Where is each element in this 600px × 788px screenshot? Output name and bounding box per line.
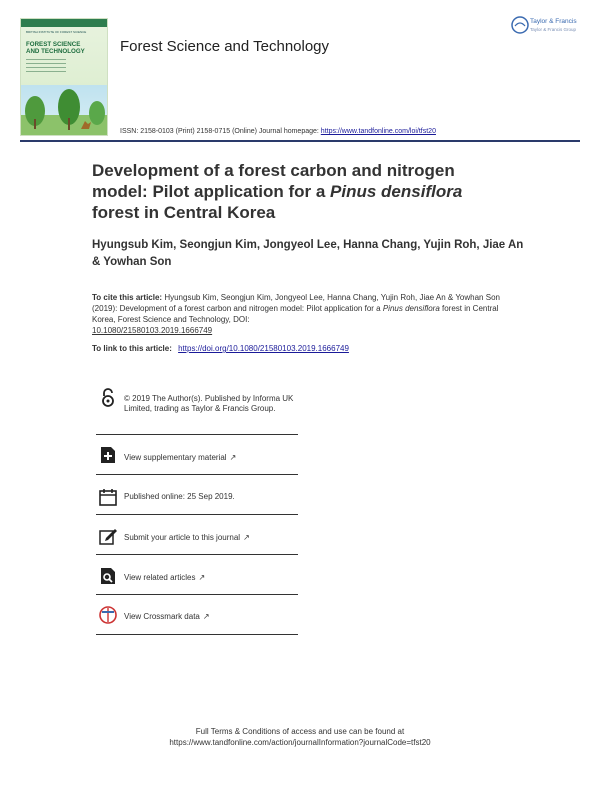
citation-italic: Pinus densiflora (382, 304, 440, 313)
footer-terms-text: Full Terms & Conditions of access and use can be found at (195, 727, 405, 736)
publisher-logo-line1: Taylor & Francis (530, 18, 577, 25)
supplementary-icon (98, 445, 118, 465)
article-authors (92, 237, 532, 271)
external-link-icon: ↗ (198, 573, 206, 582)
supplementary-row[interactable] (96, 435, 298, 475)
publisher-logo-line2: Taylor & Francis Group (530, 27, 577, 32)
related-row[interactable] (96, 555, 298, 595)
cover-title-line2: AND TECHNOLOGY (26, 48, 85, 55)
related-articles-icon (98, 566, 118, 586)
journal-homepage-link[interactable]: https://www.tandfonline.com/loi/tfst20 (320, 128, 436, 135)
journal-name: Forest Science and Technology (120, 38, 330, 55)
published-date: Published online: 25 Sep 2019. (124, 492, 235, 501)
publisher-logo-icon (510, 15, 530, 35)
issn-line (120, 128, 436, 135)
submit-article-link[interactable]: Submit your article to this journal (124, 533, 241, 542)
issn-text: ISSN: 2158-0103 (Print) 2158-0715 (Online) Journal homepage: (120, 128, 319, 135)
article-title-line2: model: Pilot application for a Pinus densiflora (92, 182, 463, 201)
article-link-label: To link to this article: (92, 344, 172, 353)
cover-band (21, 19, 107, 27)
license-row (96, 380, 298, 435)
publisher-logo-text (530, 18, 577, 34)
cover-title-line1: FOREST SCIENCE (26, 41, 81, 48)
cover-landscape (21, 85, 107, 135)
article-doi-link[interactable]: https://doi.org/10.1080/21580103.2019.1666749 (178, 344, 349, 353)
citation-block (92, 292, 512, 336)
authors-line2: & Yowhan Son (92, 256, 172, 268)
journal-cover (20, 18, 108, 136)
article-link-line (92, 344, 349, 353)
submit-row[interactable] (96, 515, 298, 555)
external-link-icon: ↗ (229, 453, 237, 462)
crossmark-row[interactable] (96, 595, 298, 635)
related-articles-link[interactable]: View related articles (124, 573, 196, 582)
article-title-line3: forest in Central Korea (92, 203, 276, 222)
external-link-icon: ↗ (243, 533, 250, 542)
published-row (96, 475, 298, 515)
authors-line1: Hyungsub Kim, Seongjun Kim, Jongyeol Lee, Hanna Chang, Yujin Roh, Jiae An (92, 239, 524, 251)
calendar-icon (98, 487, 118, 507)
cover-text-lines (26, 59, 66, 75)
footer-terms-link[interactable]: https://www.tandfonline.com/action/journalInformation?journalCode=tfst20 (169, 738, 431, 747)
crossmark-icon (98, 605, 118, 625)
open-access-icon (98, 388, 118, 408)
citation-text-2: forest in Central Korea, Forest Science and Technology, DOI: (92, 304, 499, 324)
citation-text-1: Hyungsub Kim, Seongjun Kim, Jongyeol Lee, Hanna Chang, Yujin Roh, Jiae An & Yowhan Son (2019): Development of a forest carbon and nitrogen model: Pilot application for a (92, 293, 500, 313)
external-link-icon: ↗ (202, 612, 210, 621)
article-title (92, 160, 512, 223)
footer (100, 726, 500, 748)
edit-icon (98, 526, 118, 546)
cover-publisher-mark: BRITISH INSTITUTE OF FOREST SCIENCE (26, 30, 87, 34)
citation-label: To cite this article: (92, 293, 163, 302)
crossmark-link[interactable]: View Crossmark data (124, 612, 200, 621)
citation-doi-link[interactable]: 10.1080/21580103.2019.1666749 (92, 326, 213, 335)
article-title-line1: Development of a forest carbon and nitrogen (92, 161, 455, 180)
supplementary-link[interactable]: View supplementary material (124, 453, 227, 462)
cover-title (26, 41, 106, 55)
license-text: © 2019 The Author(s). Published by Informa UK Limited, trading as Taylor & Francis Group. (124, 394, 294, 413)
header-divider (20, 140, 580, 142)
article-actions-list (96, 380, 298, 635)
